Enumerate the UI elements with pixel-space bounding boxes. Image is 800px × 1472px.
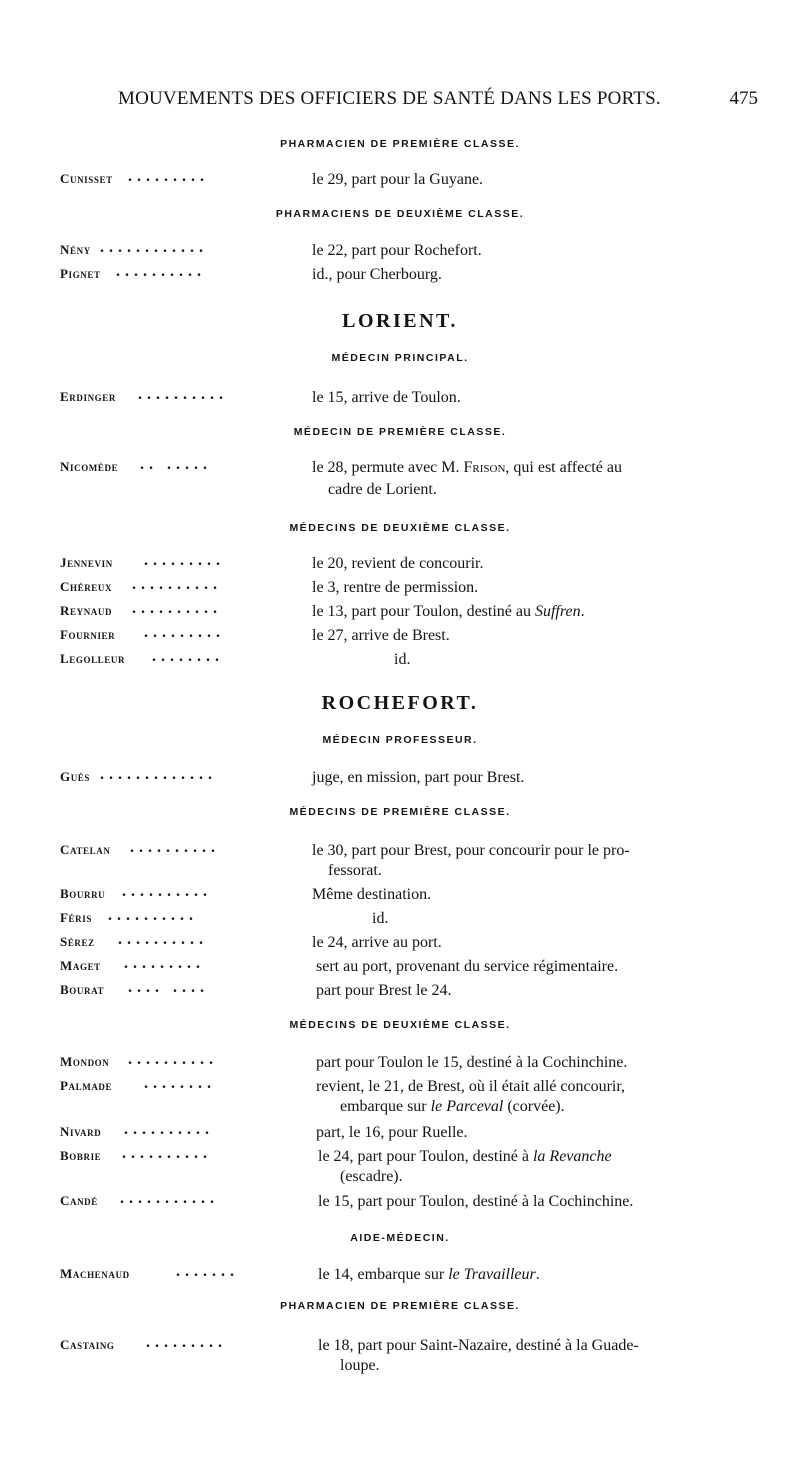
entry-detail: part pour Brest le 24. — [316, 982, 452, 999]
page-header — [118, 88, 758, 118]
entry-detail: le 27, arrive de Brest. — [312, 627, 450, 644]
section-heading: MÉDECINS DE DEUXIÈME CLASSE. — [289, 1019, 511, 1031]
entry-detail-continuation: (escadre). — [340, 1168, 403, 1185]
entry-detail: le 30, part pour Brest, pour concourir pour le pro- — [312, 842, 630, 859]
entry-detail-continuation: loupe. — [340, 1357, 380, 1374]
entry-detail: part, le 16, pour Ruelle. — [316, 1124, 468, 1141]
entry-detail: id., pour Cherbourg. — [312, 266, 442, 283]
entry-detail: le 13, part pour Toulon, destiné au Suffren. — [312, 603, 585, 620]
section-heading: MÉDECINS DE PREMIÈRE CLASSE. — [289, 806, 511, 818]
entry-name: Cunisset — [60, 171, 113, 186]
dot-leader: .......... — [124, 1121, 214, 1138]
section-heading: AIDE-MÉDECIN. — [350, 1232, 450, 1244]
dot-leader: ......... — [144, 552, 225, 569]
entry-detail: Même destination. — [312, 886, 432, 903]
dot-leader: .......... — [128, 1051, 218, 1068]
dot-leader: .. ..... — [140, 456, 212, 473]
dot-leader: .......... — [122, 1145, 212, 1162]
entry-name: Bourat — [60, 982, 105, 997]
page-number: 475 — [729, 88, 758, 109]
entry-detail: le 18, part pour Saint-Nazaire, destiné à la Guade- — [318, 1337, 639, 1354]
dot-leader: .......... — [132, 576, 222, 593]
entry-detail: le 3, rentre de permission. — [312, 579, 479, 596]
entry-detail: id. — [372, 910, 389, 927]
entry-name: Jennevin — [60, 555, 113, 570]
dot-leader: ......... — [144, 624, 225, 641]
dot-leader: ............ — [100, 239, 208, 256]
entry-detail: le 14, embarque sur le Travailleur. — [318, 1266, 540, 1283]
entry-detail: id. — [394, 651, 411, 668]
entry-detail: le 28, permute avec M. Frison, qui est affecté au — [312, 459, 622, 476]
entry-name: Chéreux — [60, 579, 113, 594]
running-title: MOUVEMENTS DES OFFICIERS DE SANTÉ DANS LES PORTS. — [118, 88, 661, 109]
entry-name: Féris — [60, 910, 92, 925]
dot-leader: ......... — [146, 1334, 227, 1351]
dot-leader: .......... — [138, 386, 228, 403]
dot-leader: .......... — [132, 600, 222, 617]
entry-detail: le 20, revient de concourir. — [312, 555, 484, 572]
entry-name: Palmade — [60, 1078, 113, 1093]
dot-leader: .......... — [130, 839, 220, 856]
port-heading-lorient: LORIENT. — [342, 310, 458, 332]
dot-leader: .......... — [116, 263, 206, 280]
entry-name: Legolleur — [60, 651, 126, 666]
entry-name: Sérez — [60, 934, 95, 949]
dot-leader: ............. — [100, 766, 217, 783]
entry-name: Machenaud — [60, 1266, 130, 1281]
entry-detail: sert au port, provenant du service régimentaire. — [316, 958, 619, 975]
entry-detail: revient, le 21, de Brest, où il était allé concourir, — [316, 1078, 626, 1095]
dot-leader: ......... — [124, 955, 205, 972]
entry-name: Mondon — [60, 1054, 110, 1069]
entry-name: Bobrie — [60, 1148, 102, 1163]
entry-detail-continuation: cadre de Lorient. — [328, 481, 437, 498]
entry-name: Castaing — [60, 1337, 115, 1352]
section-heading: MÉDECIN PRINCIPAL. — [331, 352, 469, 364]
entry-name: Catelan — [60, 842, 111, 857]
section-heading: PHARMACIEN DE PREMIÈRE CLASSE. — [280, 1300, 520, 1312]
dot-leader: ....... — [176, 1263, 239, 1280]
entry-name: Nicomède — [60, 459, 119, 474]
entry-detail: juge, en mission, part pour Brest. — [312, 769, 525, 786]
entry-detail-continuation: embarque sur le Parceval (corvée). — [340, 1098, 565, 1115]
dot-leader: ......... — [128, 168, 209, 185]
entry-detail: le 22, part pour Rochefort. — [312, 242, 482, 259]
entry-name: Guès — [60, 769, 91, 784]
entry-name: Erdinger — [60, 389, 116, 404]
entry-detail: part pour Toulon le 15, destiné à la Cochinchine. — [316, 1054, 628, 1071]
entry-detail: le 24, arrive au port. — [312, 934, 442, 951]
entry-name: Maget — [60, 958, 101, 973]
entry-name: Fournier — [60, 627, 116, 642]
section-heading: PHARMACIEN DE PREMIÈRE CLASSE. — [280, 138, 520, 150]
entry-name: Pignet — [60, 266, 101, 281]
entry-detail: le 15, arrive de Toulon. — [312, 389, 461, 406]
entry-name: Candé — [60, 1193, 98, 1208]
entry-detail-continuation: fessorat. — [328, 862, 382, 879]
port-heading-rochefort: ROCHEFORT. — [321, 692, 479, 714]
dot-leader: .......... — [118, 931, 208, 948]
dot-leader: .... .... — [128, 979, 209, 996]
entry-name: Nény — [60, 242, 91, 257]
dot-leader: ........... — [120, 1190, 219, 1207]
entry-detail: le 29, part pour la Guyane. — [312, 171, 484, 188]
entry-name: Reynaud — [60, 603, 113, 618]
dot-leader: .......... — [122, 883, 212, 900]
entry-name: Bourru — [60, 886, 106, 901]
entry-name: Nivard — [60, 1124, 102, 1139]
dot-leader: ........ — [144, 1075, 216, 1092]
dot-leader: ........ — [152, 648, 224, 665]
section-heading: PHARMACIENS DE DEUXIÈME CLASSE. — [275, 208, 525, 220]
dot-leader: .......... — [108, 907, 198, 924]
section-heading: MÉDECIN PROFESSEUR. — [322, 734, 478, 746]
section-heading: MÉDECIN DE PREMIÈRE CLASSE. — [293, 426, 507, 438]
entry-detail: le 15, part pour Toulon, destiné à la Cochinchine. — [318, 1193, 634, 1210]
entry-detail: le 24, part pour Toulon, destiné à la Revanche — [318, 1148, 612, 1165]
section-heading: MÉDECINS DE DEUXIÈME CLASSE. — [289, 522, 511, 534]
